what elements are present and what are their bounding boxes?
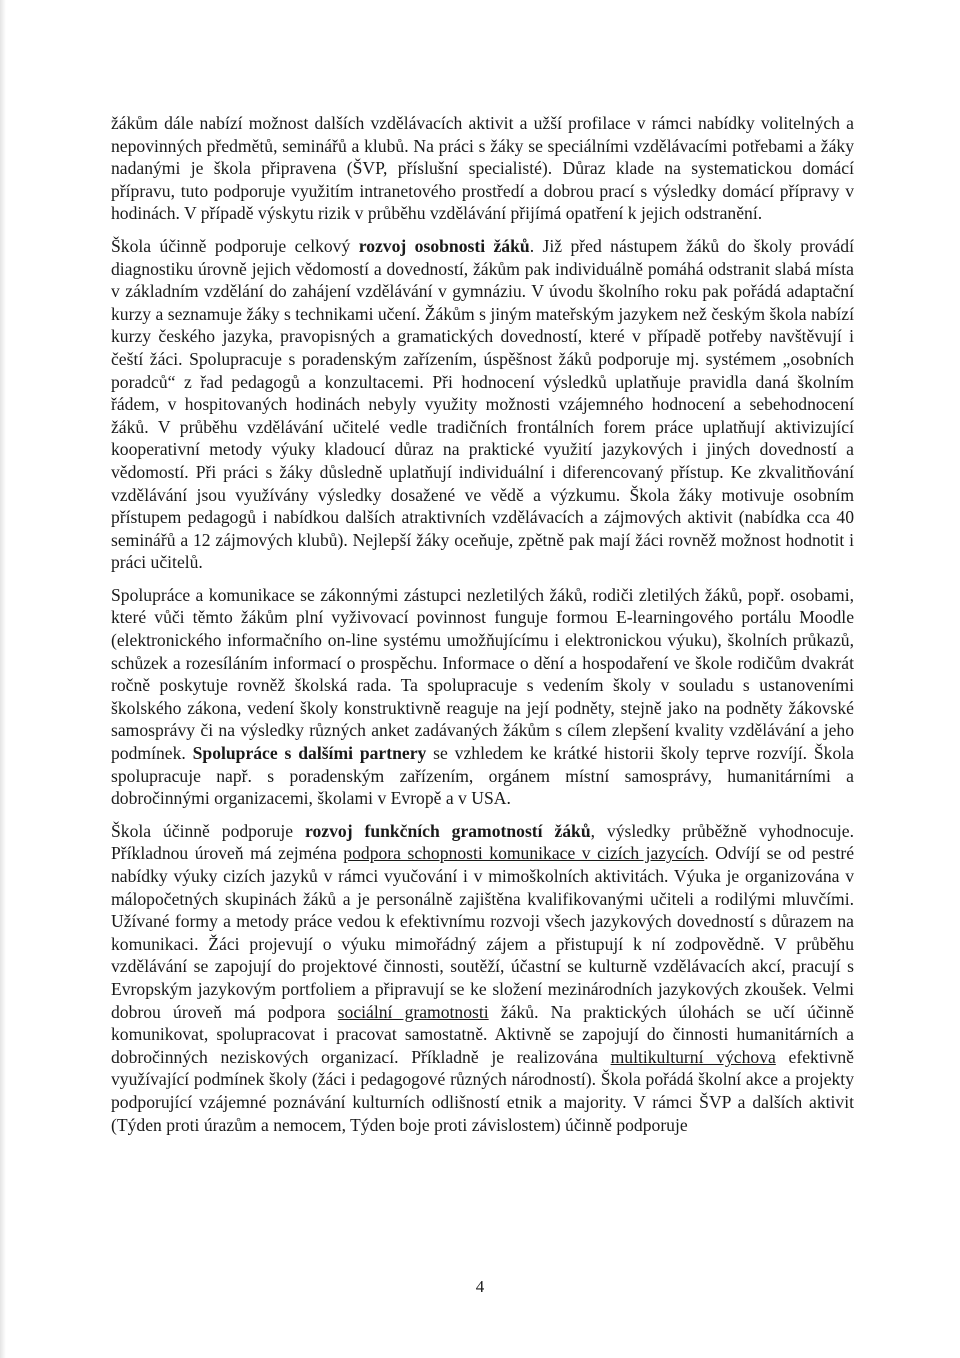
paragraph-4-text-b: , výsledky průběžně vyhodnocuje. Příkladnou úroveň má zejména — [111, 820, 854, 864]
paragraph-4 — [111, 820, 854, 1136]
paragraph-4-text-c: . Odvíjí se od pestré nabídky výuky cizích jazyků v rámci vyučování i v mimoškolních aktivitách. Výuka je organizována v málopočetných skupinách žáků a je personálně zajištěna kvalifikovanými učiteli a rodilými mluvčími. Užívané formy a metody práce vedou k efektivnímu rozvoji všech jazykových dovedností s důrazem na komunikaci. Žáci projevují o výuku mimořádný zájem a přistupují k ní zodpovědně. V průběhu vzdělávání se zapojují do projektové činnosti, soutěží, účastní se kulturně vzdělávacích akcí, pracují s Evropským jazykovým portfoliem a připravují se ke složení mezinárodních jazykových zkoušek. Velmi dobrou úroveň má podpora — [111, 843, 855, 1022]
page-number: 4 — [475, 1277, 485, 1296]
paragraph-1: žákům dále nabízí možnost dalších vzdělávacích aktivit a užší profilace v rámci nabídky volitelných a nepovinných předmětů, seminářů a klubů. Na práci s žáky se speciálními vzdělávacími potřebami a žáky nadanými je škola připravena (ŠVP, příslušní specialisté). Důraz klade na systematickou domácí přípravu, tuto podporuje využitím intranetového prostředí a dobrou prací s výsledky domácí přípravy v hodinách. V případě výskytu rizik v průběhu vzdělávání přijímá opatření k jejich odstranění. — [111, 113, 854, 224]
paragraph-4-text-e: efektivně využívající podmínek školy (žáci i pedagogové různých národností). Škola pořádá školní akce a projekty podporující vzájemné poznávání kulturních odlišností etnik a majority. V rámci ŠVP a dalších aktivit (Týden proti úrazům a nemocem, Týden boje proti závislostem) účinně podporuje — [111, 1046, 854, 1135]
paragraph-2 — [111, 235, 854, 574]
paragraph-4-underline-social: sociální gramotnosti — [337, 1001, 489, 1022]
paragraph-4-text-d: žáků. Na praktických úlohách se učí účinně komunikovat, spolupracovat i pracovat samostatně. Aktivně se zapojují do činnosti humanitárních a dobročinných neziskových organizací. Příkladně je realizována — [111, 1001, 854, 1067]
paragraph-4-underline-languages: podpora schopnosti komunikace v cizích jazycích — [343, 843, 705, 864]
paragraph-3-text-b: se vzhledem ke krátké historii školy teprve rozvíjí. Škola spolupracuje např. s poradenským zařízením, orgánem místní samosprávy, humanitárními a dobročinnými organizacemi, školami v Evropě a v USA. — [111, 743, 854, 809]
paragraph-2-text-b: . Již před nástupem žáků do školy provádí diagnostiku úrovně jejich vědomostí a dovedností, žákům pak individuálně pomáhá odstranit slabá místa v základním vzdělání do zahájení vzdělávání v gymnáziu. V úvodu školního roku pak pořádá adaptační kurzy a seznamuje žáky s technikami učení. Žákům s jiným mateřským jazykem než českým škola nabízí kurzy českého jazyka, pravopisných a gramatických dovedností, které v případě potřeby navštěvují i čeští žáci. Spolupracuje s poradenským zařízením, úspěšnost žáků podporuje mj. systémem „osobních poradců“ z řad pedagogů a konzultacemi. Při hodnocení výsledků uplatňuje pravidla daná školním řádem, v hospitovaných hodinách nebyly využity možnosti vzájemného hodnocení a sebehodnocení žáků. V průběhu vzdělávání učitelé vedle tradičních frontálních forem práce uplatňují aktivizující kooperativní metody výuky kladoucí důraz na praktické využití jazykových i jiných dovedností a vědomostí. Při práci s žáky důsledně uplatňují individuální i diferencovaný přístup. Ke zkvalitňování vzdělávání jsou využívány výsledky dosažené ve vědě a výzkumu. Škola žáky motivuje osobním přístupem pedagogů i nabídkou dalších atraktivních vzdělávacích a zájmových aktivit (nabídka cca 40 seminářů a 12 zájmových klubů). Nejlepší žáky oceňuje, zpětně pak mají žáci rovněž možnost hodnotit i práci učitelů. — [111, 235, 854, 573]
paragraph-2-text-a: Škola účinně podporuje celkový — [111, 235, 359, 256]
document-body — [111, 112, 854, 1146]
paragraph-4-underline-multicultural: multikulturní výchova — [610, 1046, 776, 1067]
scan-edge-shadow — [0, 0, 6, 1358]
paragraph-2-bold: rozvoj osobnosti žáků — [358, 235, 530, 256]
paragraph-3 — [111, 584, 854, 810]
paragraph-4-text-a: Škola účinně podporuje — [111, 820, 306, 841]
paragraph-3-text-a: Spolupráce a komunikace se zákonnými zástupci nezletilých žáků, rodiči zletilých žáků, popř. osobami, které vůči těmto žákům plní vyživovací povinnost funguje formou E-learningového portálu Moodle (elektronického informačního on-line systému umožňujícímu i elektronickou výuku), školních průkazů, schůzek a rozesíláním informací o prospěchu. Informace o dění a hospodaření ve škole rodičům dvakrát ročně poskytuje rovněž školská rada. Ta spolupracuje s vedením školy v souladu s ustanoveními školského zákona, vedení školy konstruktivně reaguje na její podněty, stejně jako na podněty žákovské samosprávy či na výsledky různých anket zadávaných žákům s cílem zlepšení kvality vzdělávání a jeho podmínek. — [111, 584, 854, 764]
paragraph-3-bold: Spolupráce s dalšími partnery — [192, 743, 427, 764]
paragraph-4-bold: rozvoj funkčních gramotností žáků — [305, 820, 591, 841]
